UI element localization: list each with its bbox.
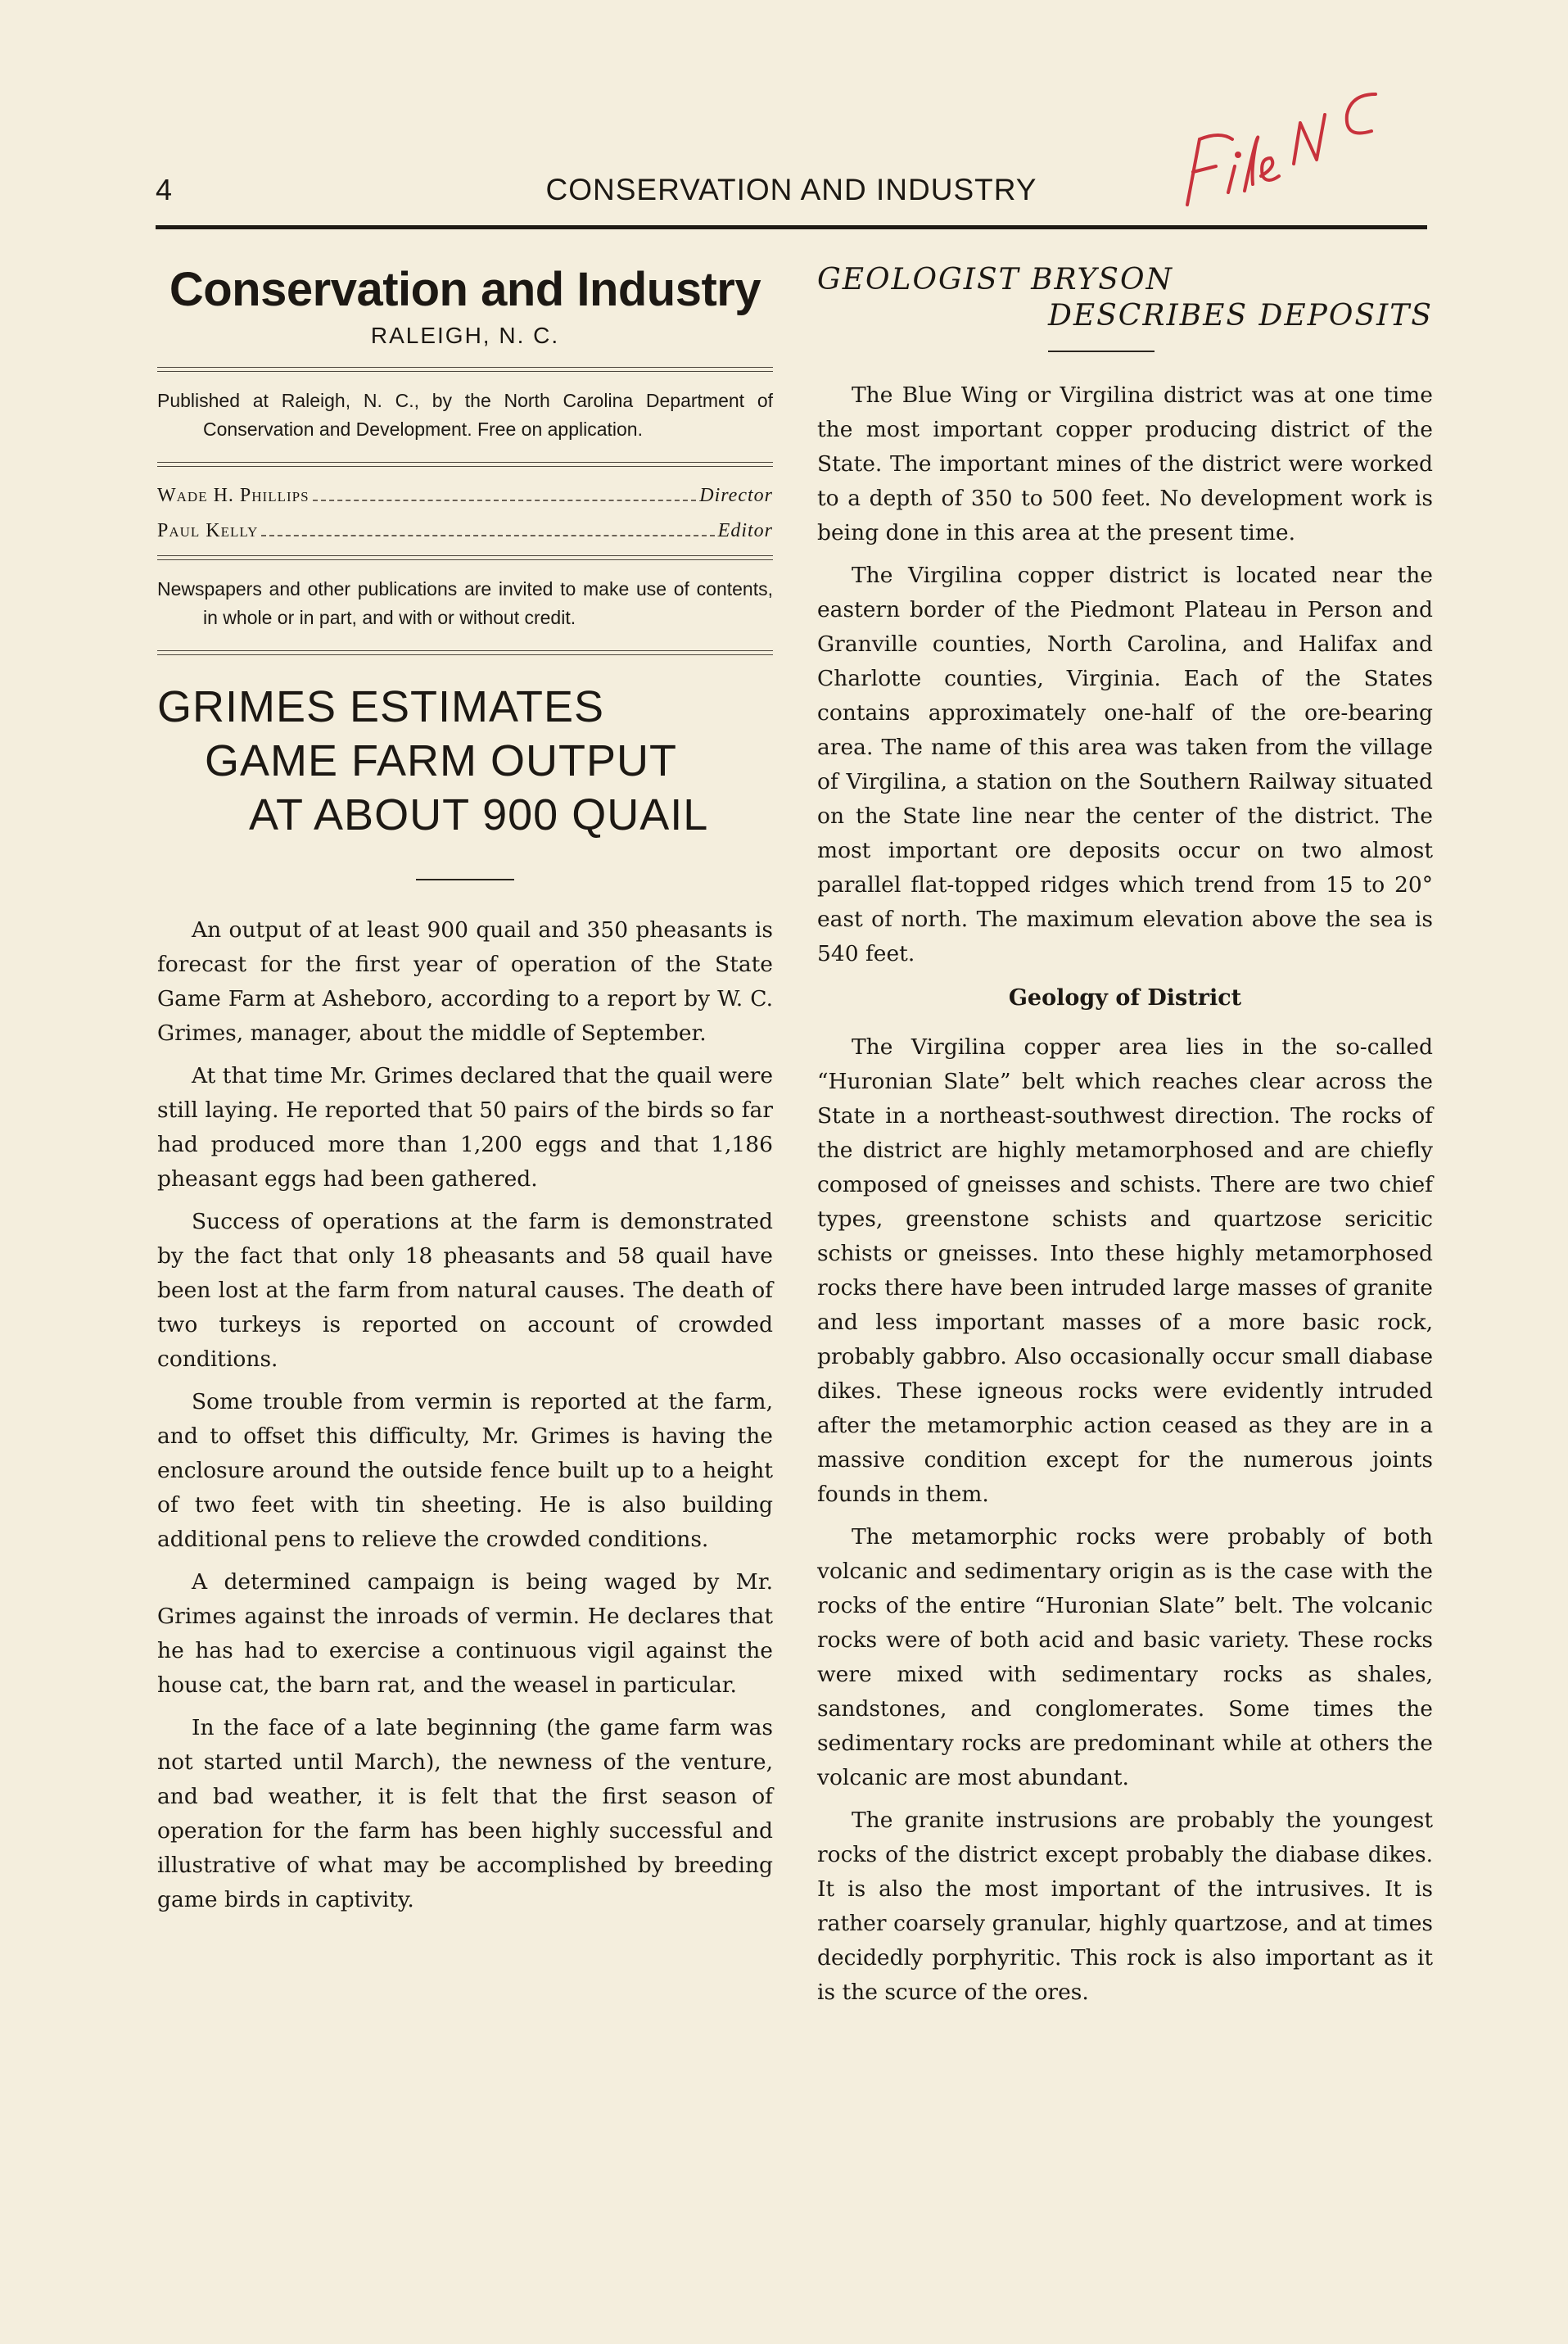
staff-row [157,485,773,507]
staff-role: Director [699,484,773,506]
right-column [817,262,1433,2018]
short-rule [416,879,514,880]
double-rule [157,462,773,467]
paragraph: An output of at least 900 quail and 350 pheasants is forecast for the first year of operation of the State Game Farm at Asheboro, according to a report by W. C. Grimes, manager, about the middle of September. [157,916,773,1046]
double-rule [157,650,773,655]
article-headline [157,680,773,842]
short-rule [1048,351,1155,352]
header-rule [156,225,1427,229]
paragraph: The metamorphic rocks were probably of both volcanic and sedimentary origin as is the case with the rocks of the entire “Huronian Slate” belt. The volcanic rocks were of both acid and basic variety. These rocks were mixed with sedimentary rocks as shales, sandstones, and conglomerates. Some times the sedimentary rocks are predominant while at others the volcanic are most abundant. [817,1524,1433,1790]
publication-note: Published at Raleigh, N. C., by the North Carolina Department of Conservation and Development. Free on application. [157,389,773,440]
headline-line: GRIMES ESTIMATES [157,681,605,731]
staff-role: Editor [717,519,773,541]
paragraph: At that time Mr. Grimes declared that the quail were still laying. He reported that 50 pairs of the birds so far had produced more than 1,200 eggs and that 1,186 pheasant eggs had been gathered. [157,1062,773,1192]
article-headline [817,262,1433,334]
paragraph: Success of operations at the farm is demonstrated by the fact that only 18 pheasants and 58 quail have been lost at the farm from natural causes. The death of two turkeys is reported on account of crowded conditions. [157,1208,773,1372]
paragraph: Some trouble from vermin is reported at the farm, and to offset this difficulty, Mr. Grimes is having the enclosure around the outside fence built up to a height of two feet with tin sheeting. He is also building additional pens to relieve the crowded conditions. [157,1388,773,1552]
headline-line: DESCRIBES DEPOSITS [1048,299,1433,333]
headline-line: AT ABOUT 900 QUAIL [249,790,709,839]
running-title: CONSERVATION AND INDUSTRY [545,173,1037,206]
page-number: 4 [156,173,173,206]
article-body [817,378,1433,2010]
paragraph: The granite instrusions are probably the youngest rocks of the district except probably the diabase dikes. It is also the most important of the intrusives. It is rather coarsely granular, highly quartzose, and at times decidedly porphyritic. This rock is also important as it is the scurce of the ores. [817,1808,1433,2005]
masthead-title: Conservation and Industry [169,263,761,316]
double-rule [157,367,773,372]
leader-dots [313,500,697,501]
paragraph: In the face of a late beginning (the game farm was not started until March), the newness of the venture, and bad weather, it is felt that the first season of operation for the farm has been highly successful and illustrative of what may be accomplished by breeding game birds in captivity. [157,1714,773,1912]
staff-row [157,520,773,542]
headline-line: GEOLOGIST BRYSON [817,263,1173,296]
paragraph: A determined campaign is being waged by Mr. Grimes against the inroads of vermin. He declares that he has had to exercise a continuous vigil against the house cat, the barn rat, and the weasel in particular. [157,1568,773,1698]
staff-name: Paul Kelly [157,519,259,541]
leader-dots [261,535,714,536]
paragraph: The Virgilina copper district is located near the eastern border of the Piedmont Plateau in Person and Granville counties, North Carolina, and Halifax and Charlotte counties, Virginia. Each of the States contains approximately one-half of the ore-bearing area. The name of this area was taken from the village of Virgilina, a station on the Southern Railway situated on the State line near the center of the district. The most important ore deposits occur on two almost parallel flat-topped ridges which trend from 15 to 20° east of north. The maximum elevation above the sea is 540 feet. [817,563,1433,966]
staff-box [157,485,773,542]
double-rule [157,555,773,560]
handwritten-note-signature [1171,61,1417,225]
article-body [157,913,773,1917]
staff-name: Wade H. Phillips [157,484,310,506]
subheading: Geology of District [1008,985,1242,1011]
left-column [157,254,773,1925]
masthead-location: RALEIGH, N. C. [370,322,560,348]
paragraph: The Blue Wing or Virgilina district was at one time the most important copper producing district of the State. The important mines of the district were worked to a depth of 350 to 500 feet. No development work is being done in this area at the present time. [817,382,1433,545]
reprint-note: Newspapers and other publications are invited to make use of contents, in whole or in part, and with or without credit. [157,577,773,628]
paragraph: The Virgilina copper area lies in the so-called “Huronian Slate” belt which reaches clear across the State in a northeast-southwest direction. The rocks of the district are highly metamorphosed and are chiefly composed of gneisses and schists. There are two chief types, greenstone schists and quartzose sericitic schists or gneisses. Into these highly metamorphosed rocks there have been intruded large masses of granite and less important masses of a more basic rock, probably gabbro. Also occasionally occur small diabase dikes. These igneous rocks were evidently intruded after the metamorphic action ceased as they are in a massive condition except for the numerous joints founds in them. [817,1034,1433,1507]
headline-line: GAME FARM OUTPUT [205,735,678,785]
